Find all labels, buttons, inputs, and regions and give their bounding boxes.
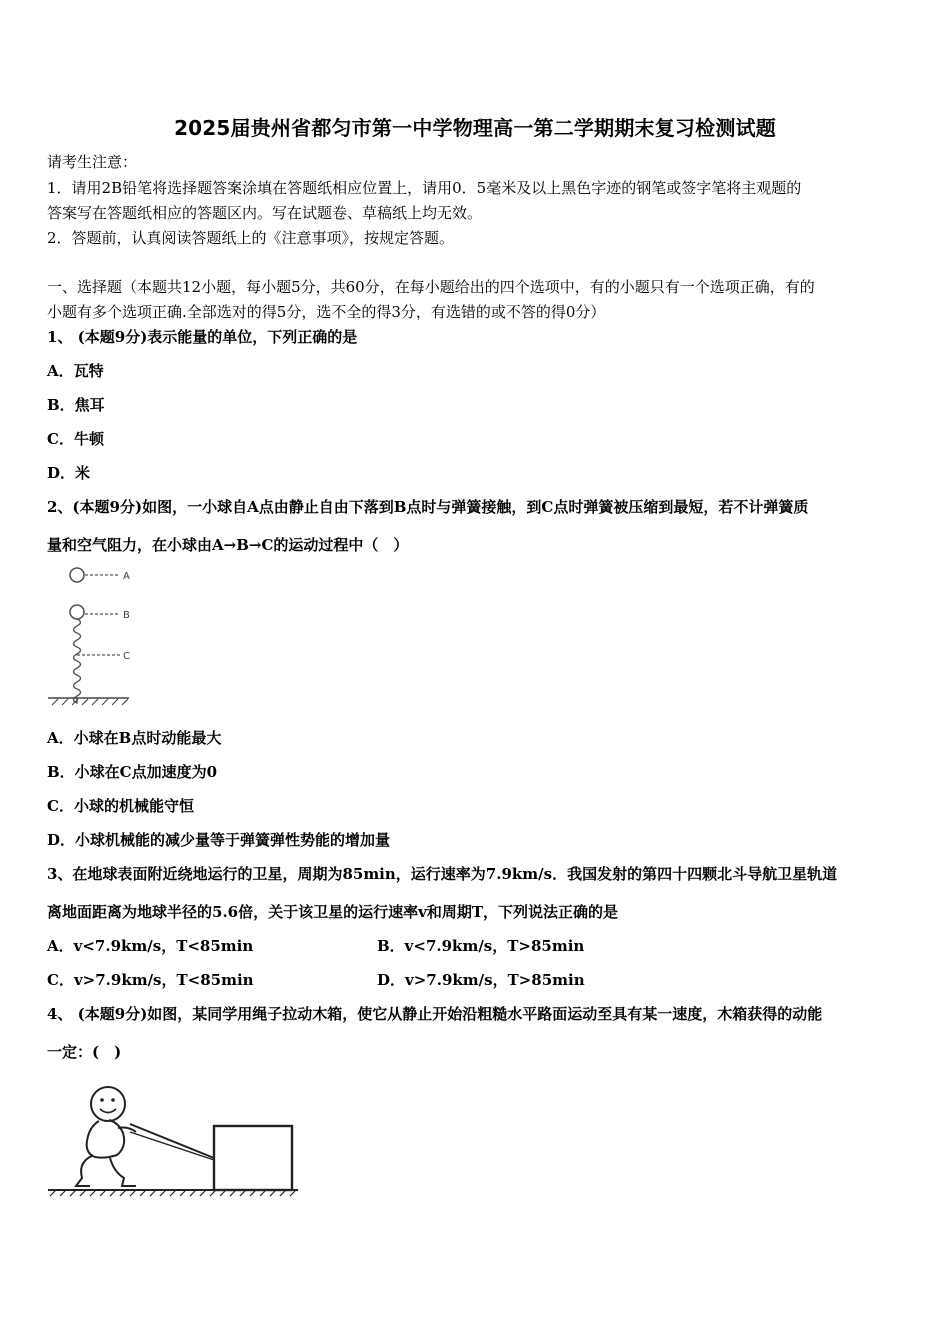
notice-line: 1．请用2B铅笔将选择题答案涂填在答题纸相应位置上，请用0．5毫米及以上黑色字迹的钢笔或签字笔将主观题的 — [47, 179, 802, 197]
page-title: 2025届贵州省都匀市第一中学物理高一第二学期期末复习检测试题 — [174, 116, 776, 140]
q3-option-a: A．v<7.9km/s，T<85min — [47, 937, 254, 955]
rope — [130, 1124, 214, 1158]
label-b: B — [123, 610, 130, 621]
ball-at-b — [70, 605, 84, 619]
q2-option-b: B．小球在C点加速度为0 — [47, 763, 218, 781]
q1-option-d: D．米 — [47, 464, 91, 482]
q1-option-b: B．焦耳 — [47, 396, 105, 414]
q2-stem: 2、(本题9分)如图，一小球自A点由静止自由下落到B点时与弹簧接触，到C点时弹簧被压缩到最短，若不计弹簧质 — [47, 498, 809, 516]
person-body — [87, 1120, 124, 1158]
label-c: C — [123, 651, 130, 662]
q3-option-d: D．v>7.9km/s，T>85min — [377, 971, 585, 989]
q4-stem: 4、 (本题9分)如图，某同学用绳子拉动木箱，使它从静止开始沿粗糙水平路面运动至具有某一速度，木箱获得的动能 — [47, 1005, 823, 1023]
notice-line: 答案写在答题纸相应的答题区内。写在试题卷、草稿纸上均无效。 — [47, 204, 483, 222]
wooden-box — [214, 1126, 292, 1190]
q1-stem: 1、 (本题9分)表示能量的单位，下列正确的是 — [47, 328, 358, 346]
spring-ball-figure — [44, 562, 144, 712]
q3-option-c: C．v>7.9km/s，T<85min — [47, 971, 254, 989]
spring — [74, 619, 81, 703]
person-legs — [76, 1156, 136, 1186]
q4-stem: 一定：( ) — [47, 1043, 122, 1061]
q2-stem: 量和空气阻力，在小球由A→B→C的运动过程中（ ） — [47, 536, 409, 554]
q1-option-c: C．牛顿 — [47, 430, 104, 448]
q3-option-b: B．v<7.9km/s，T>85min — [377, 937, 585, 955]
q2-option-a: A．小球在B点时动能最大 — [47, 729, 222, 747]
notice-heading: 请考生注意： — [47, 153, 138, 171]
q1-option-a: A．瓦特 — [47, 362, 104, 380]
q3-stem: 离地面距离为地球半径的5.6倍，关于该卫星的运行速率v和周期T，下列说法正确的是 — [47, 903, 618, 921]
section-instructions: 小题有多个选项正确.全部选对的得5分，选不全的得3分，有选错的或不答的得0分） — [47, 303, 606, 321]
q3-stem: 3、在地球表面附近绕地运行的卫星，周期为85min，运行速率为7.9km/s．我国发射的第四十四颗北斗导航卫星轨道 — [47, 865, 838, 883]
section-instructions: 一、选择题（本题共12小题，每小题5分，共60分，在每小题给出的四个选项中，有的小题只有一个选项正确，有的 — [47, 278, 815, 296]
notice-line: 2．答题前，认真阅读答题纸上的《注意事项》，按规定答题。 — [47, 229, 455, 247]
label-a: A — [123, 571, 130, 582]
pulling-box-figure — [44, 1076, 304, 1204]
q2-option-d: D．小球机械能的减少量等于弹簧弹性势能的增加量 — [47, 831, 391, 849]
person-head — [91, 1087, 125, 1121]
q2-option-c: C．小球的机械能守恒 — [47, 797, 194, 815]
ball-at-a — [70, 568, 84, 582]
